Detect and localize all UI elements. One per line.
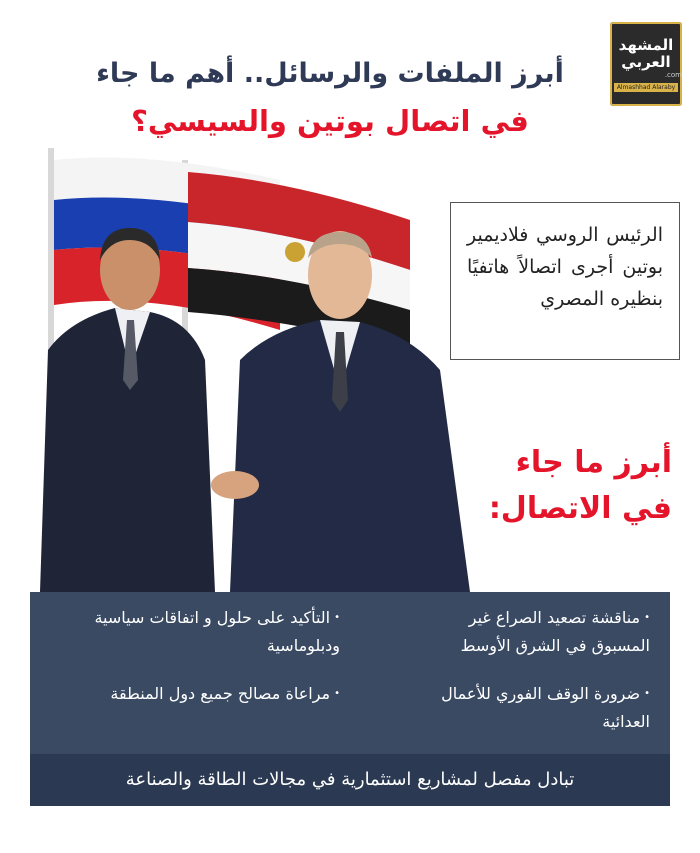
logo-arabic-name: المشهد العربي — [618, 35, 674, 71]
highlights-heading-line-1: أبرز ما جاء — [515, 445, 672, 480]
highlights-heading — [472, 440, 672, 532]
leaders-handshake-photo — [30, 140, 480, 592]
highlights-panel — [30, 592, 670, 754]
headline-line-1: أبرز الملفات والرسائل.. أهم ما جاء — [96, 58, 564, 89]
highlight-item: •ضرورة الوقف الفوري للأعمال العدائية — [441, 684, 650, 731]
logo-english-name: Almashhad Alaraby — [614, 83, 678, 92]
egypt-flag — [188, 172, 410, 350]
handshake — [211, 471, 259, 499]
bullet-icon: • — [334, 688, 340, 699]
highlight-item: •مناقشة تصعيد الصراع غير المسبوق في الشرق الأوسط — [460, 608, 650, 655]
highlight-item: •التأكيد على حلول و اتفاقات سياسية ودبلوماسية — [94, 608, 340, 655]
highlight-item: •مراعاة مصالح جميع دول المنطقة — [110, 684, 340, 703]
highlights-heading-line-2: في الاتصال: — [488, 491, 672, 526]
intro-box: الرئيس الروسي فلاديمير بوتين أجرى اتصالاً هاتفيًا بنظيره المصري — [450, 202, 680, 360]
bottom-highlight-bar: تبادل مفصل لمشاريع استثمارية في مجالات الطاقة والصناعة — [30, 754, 670, 806]
bullet-icon: • — [644, 612, 650, 623]
site-logo — [610, 22, 682, 106]
logo-domain: .com — [664, 70, 682, 79]
bullet-icon: • — [644, 688, 650, 699]
bullet-icon: • — [334, 612, 340, 623]
headline-line-2: في اتصال بوتين والسيسي؟ — [131, 104, 529, 138]
